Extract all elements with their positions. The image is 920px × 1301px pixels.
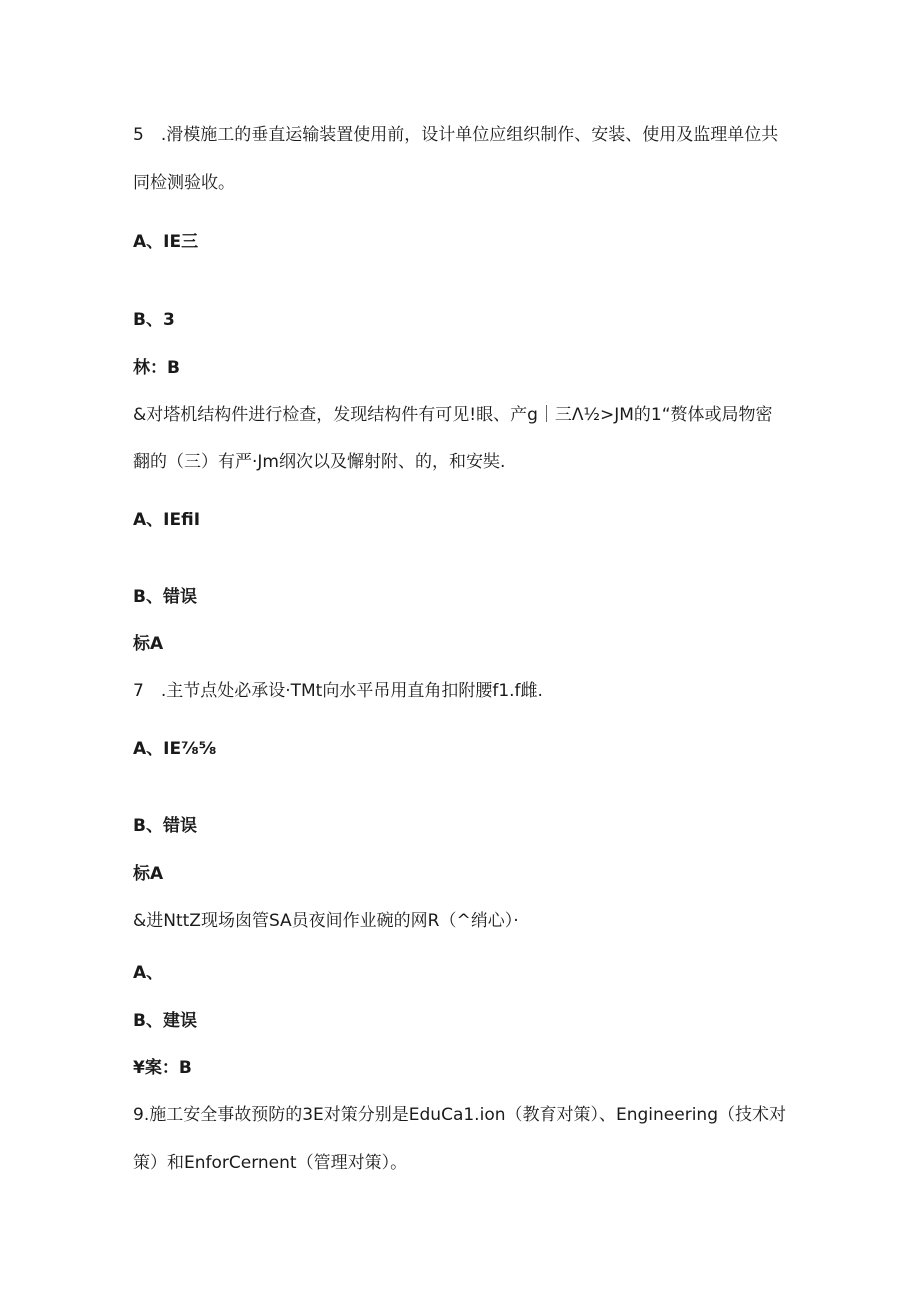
question-8-stem-line1: &进NttZ现场囱管SA员夜间作业碗的网R（^绡心）· [133,911,519,931]
question-5-stem-line2: 同检测验收。 [133,173,235,193]
question-9-stem-line1: 9.施工安全事故预防的3E对策分别是EduCa1.ion（教育对策）、Engineering（技术对 [133,1105,786,1125]
question-7-option-a: A、IE⅞⅝ [133,739,217,759]
question-8-answer: ¥案：B [133,1058,192,1078]
question-5-option-a: A、IE三 [133,232,199,252]
question-5-option-b: B、3 [133,310,175,330]
question-6-option-a: A、IEfiI [133,510,201,530]
question-9-stem-line2: 策）和EnforCernent（管理对策）。 [133,1153,408,1173]
question-6-option-b: B、错误 [133,587,197,607]
question-6-stem-line1: &对塔机结构件进行检查，发现结构件有可见!眼、产g｜三Λ½>JM的1“赘体或局物密 [133,405,773,425]
question-7-stem-line1: 7 .主节点处必承设·TMt向水平吊用直角扣附腰f1.f雌. [133,681,543,701]
question-7-answer: 标A [133,864,164,884]
question-8-option-a: A、 [133,963,164,983]
question-5-answer: 林：B [133,358,180,378]
question-6-stem-line2: 翻的（三）有严·Jm纲次以及懈射附、的，和安奘. [133,452,506,472]
question-8-option-b: B、建误 [133,1011,197,1031]
question-7-option-b: B、错误 [133,816,197,836]
question-5-stem-line1: 5 .滑模施工的垂直运输装置使用前，设计单位应组织制作、安装、使用及监理单位共 [133,125,779,145]
question-6-answer: 标A [133,634,164,654]
